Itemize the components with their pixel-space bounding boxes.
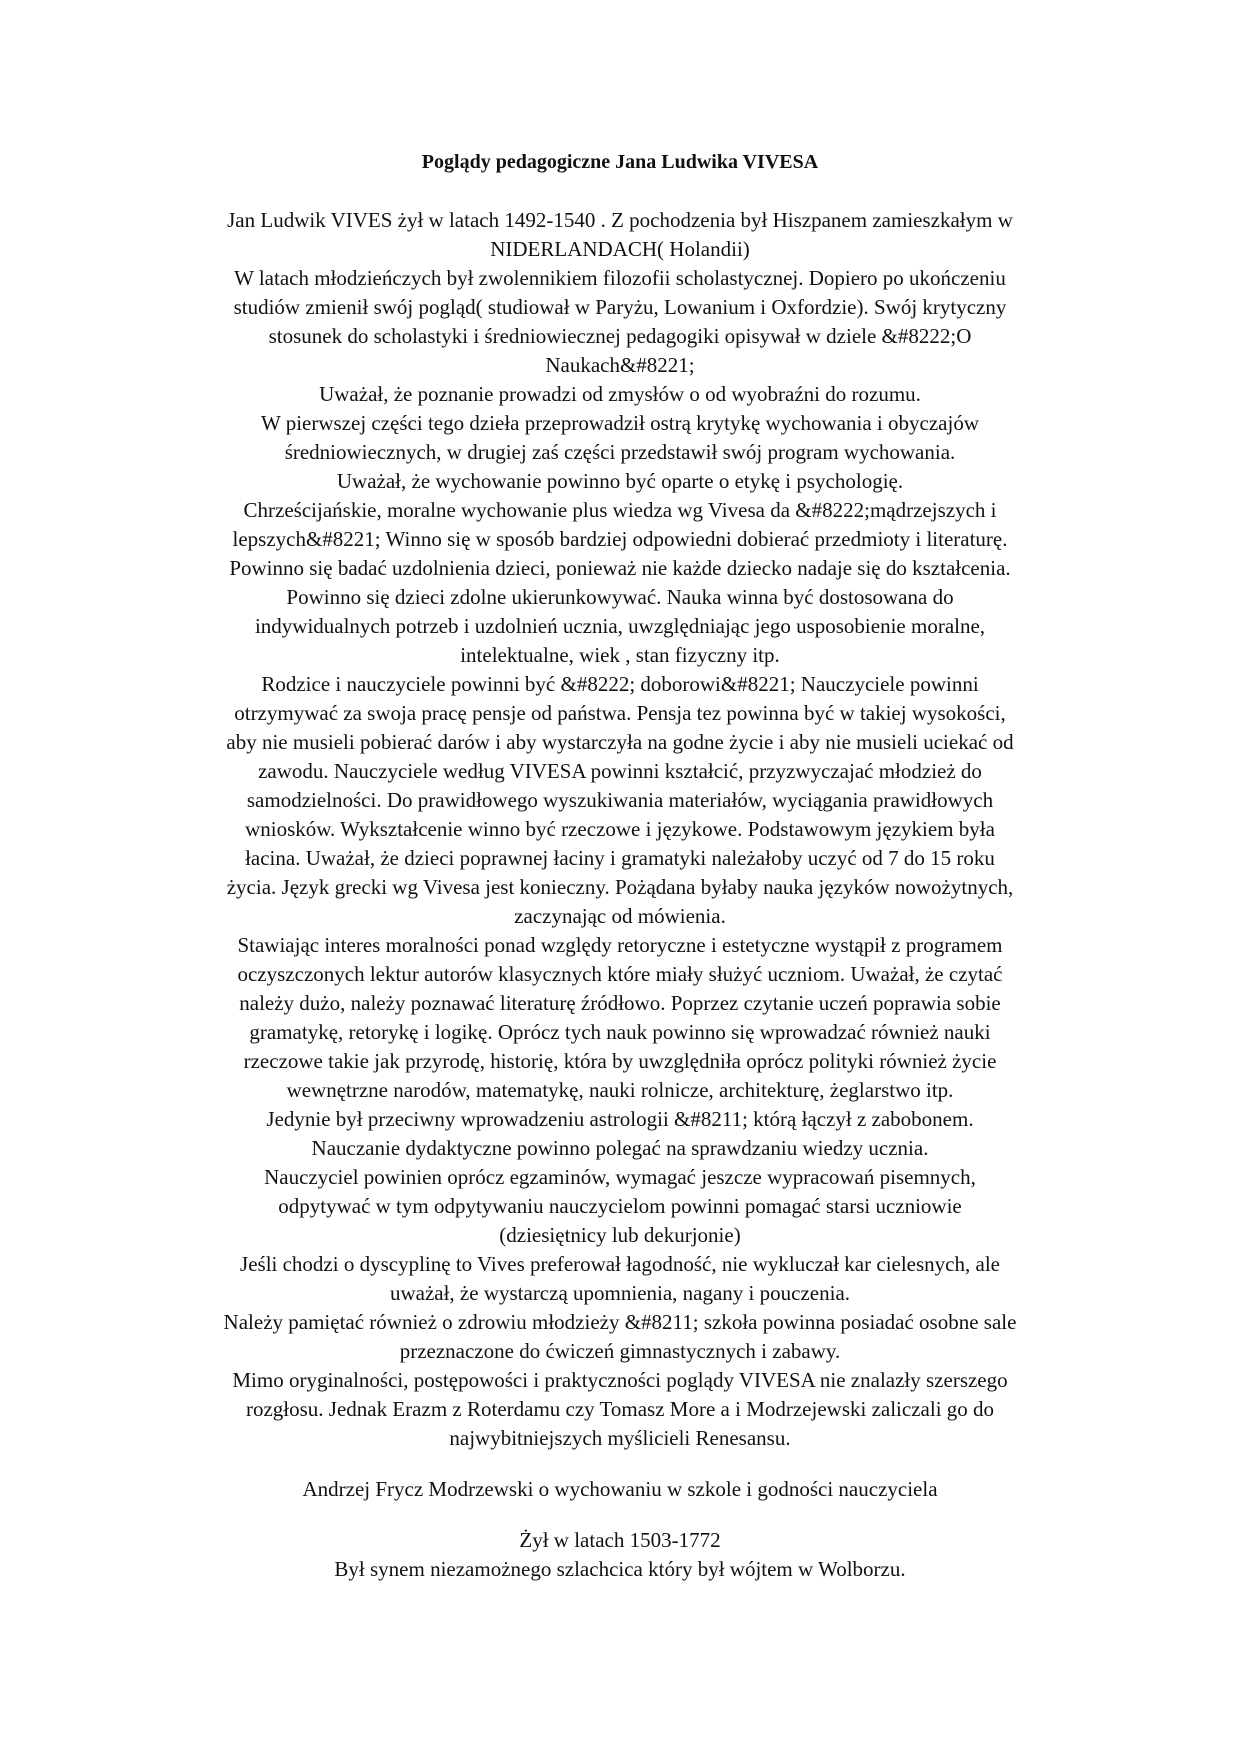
text-line: aby nie musieli pobierać darów i aby wystarczyła na godne życie i aby nie musieli uciekać od — [226, 730, 1014, 754]
text-line: Należy pamiętać również o zdrowiu młodzieży &#8211; szkoła powinna posiadać osobne sale — [223, 1310, 1017, 1334]
text-line: Jeśli chodzi o dyscyplinę to Vives preferował łagodność, nie wykluczał kar cielesnych, ale — [240, 1252, 1000, 1276]
text-line: odpytywać w tym odpytywaniu nauczycielom powinni pomagać starsi uczniowie — [278, 1194, 962, 1218]
text-line: Jan Ludwik VIVES żył w latach 1492-1540 . Z pochodzenia był Hiszpanem zamieszkałym w — [227, 208, 1013, 232]
text-line: (dziesiętnicy lub dekurjonie) — [499, 1223, 741, 1247]
text-line: łacina. Uważał, że dzieci poprawnej łaciny i gramatyki należałoby uczyć od 7 do 15 roku — [245, 846, 995, 870]
text-line: przeznaczone do ćwiczeń gimnastycznych i zabawy. — [399, 1339, 841, 1363]
text-line: oczyszczonych lektur autorów klasycznych które miały służyć uczniom. Uważał, że czytać — [237, 962, 1003, 986]
text-line: wewnętrzne narodów, matematykę, nauki rolnicze, architekturę, żeglarstwo itp. — [286, 1078, 954, 1102]
text-line: Jedynie był przeciwny wprowadzeniu astrologii &#8211; którą łączył z zabobonem. — [266, 1107, 974, 1131]
text-line: Żył w latach 1503-1772 — [519, 1528, 721, 1552]
text-line: Chrześcijańskie, moralne wychowanie plus wiedza wg Vivesa da &#8222;mądrzejszych i — [243, 498, 997, 522]
document-body — [148, 206, 1092, 1584]
text-line: zaczynając od mówienia. — [514, 904, 726, 928]
text-line: indywidualnych potrzeb i uzdolnień ucznia, uwzględniając jego usposobienie moralne, — [254, 614, 986, 638]
section-vives — [148, 206, 1092, 1453]
text-line: Naukach&#8221; — [545, 353, 695, 377]
paragraph-gap — [148, 1453, 1092, 1475]
text-line: W latach młodzieńczych był zwolennikiem filozofii scholastycznej. Dopiero po ukończeniu — [234, 266, 1006, 290]
text-line: lepszych&#8221; Winno się w sposób bardziej odpowiedni dobierać przedmioty i literaturę. — [232, 527, 1008, 551]
text-line: Nauczanie dydaktyczne powinno polegać na sprawdzaniu wiedzy ucznia. — [311, 1136, 929, 1160]
text-line: Mimo oryginalności, postępowości i praktyczności poglądy VIVESA nie znalazły szerszego — [232, 1368, 1008, 1392]
text-line: Uważał, że poznanie prowadzi od zmysłów o od wyobraźni do rozumu. — [319, 382, 921, 406]
text-line: zawodu. Nauczyciele według VIVESA powinni kształcić, przyzwyczajać młodzież do — [258, 759, 982, 783]
text-line: rzeczowe takie jak przyrodę, historię, która by uwzględniła oprócz polityki również życie — [243, 1049, 997, 1073]
text-line: W pierwszej części tego dzieła przeprowadził ostrą krytykę wychowania i obyczajów — [261, 411, 979, 435]
text-line: rozgłosu. Jednak Erazm z Roterdamu czy Tomasz More a i Modrzejewski zaliczali go do — [245, 1397, 995, 1421]
text-line: stosunek do scholastyki i średniowiecznej pedagogiki opisywał w dziele &#8222;O — [268, 324, 972, 348]
text-line: Powinno się badać uzdolnienia dzieci, ponieważ nie każde dziecko nadaje się do kształcenia. — [229, 556, 1011, 580]
paragraph-gap — [148, 1504, 1092, 1526]
text-line: intelektualne, wiek , stan fizyczny itp. — [460, 643, 780, 667]
text-line: wniosków. Wykształcenie winno być rzeczowe i językowe. Podstawowym językiem była — [245, 817, 995, 841]
text-line: najwybitniejszych myślicieli Renesansu. — [449, 1426, 791, 1450]
text-line: uważał, że wystarczą upomnienia, nagany i pouczenia. — [389, 1281, 851, 1305]
text-line: studiów zmienił swój pogląd( studiował w Paryżu, Lowanium i Oxfordzie). Swój krytyczny — [233, 295, 1007, 319]
text-line: Stawiając interes moralności ponad względy retoryczne i estetyczne wystąpił z programem — [237, 933, 1003, 957]
text-line: otrzymywać za swoja pracę pensje od państwa. Pensja tez powinna być w takiej wysokości, — [234, 701, 1006, 725]
text-line: życia. Język grecki wg Vivesa jest konieczny. Pożądana byłaby nauka języków nowożytnych, — [226, 875, 1014, 899]
text-line: Rodzice i nauczyciele powinni być &#8222; doborowi&#8221; Nauczyciele powinni — [261, 672, 979, 696]
text-line: należy dużo, należy poznawać literaturę źródłowo. Poprzez czytanie uczeń poprawia sobie — [239, 991, 1001, 1015]
section-heading-modrzewski: Andrzej Frycz Modrzewski o wychowaniu w szkole i godności nauczyciela — [302, 1477, 938, 1501]
text-line: samodzielności. Do prawidłowego wyszukiwania materiałów, wyciągania prawidłowych — [246, 788, 994, 812]
text-line: Uważał, że wychowanie powinno być oparte o etykę i psychologię. — [336, 469, 904, 493]
text-line: NIDERLANDACH( Holandii) — [490, 237, 750, 261]
text-line: Nauczyciel powinien oprócz egzaminów, wymagać jeszcze wypracowań pisemnych, — [264, 1165, 976, 1189]
text-line: Był synem niezamożnego szlachcica który był wójtem w Wolborzu. — [334, 1557, 906, 1581]
text-line: gramatykę, retorykę i logikę. Oprócz tych nauk powinno się wprowadzać również nauki — [249, 1020, 991, 1044]
section-modrzewski — [148, 1526, 1092, 1584]
text-line: średniowiecznych, w drugiej zaś części przedstawił swój program wychowania. — [284, 440, 956, 464]
text-line: Powinno się dzieci zdolne ukierunkowywać. Nauka winna być dostosowana do — [286, 585, 954, 609]
document-title: Poglądy pedagogiczne Jana Ludwika VIVESA — [421, 151, 819, 173]
